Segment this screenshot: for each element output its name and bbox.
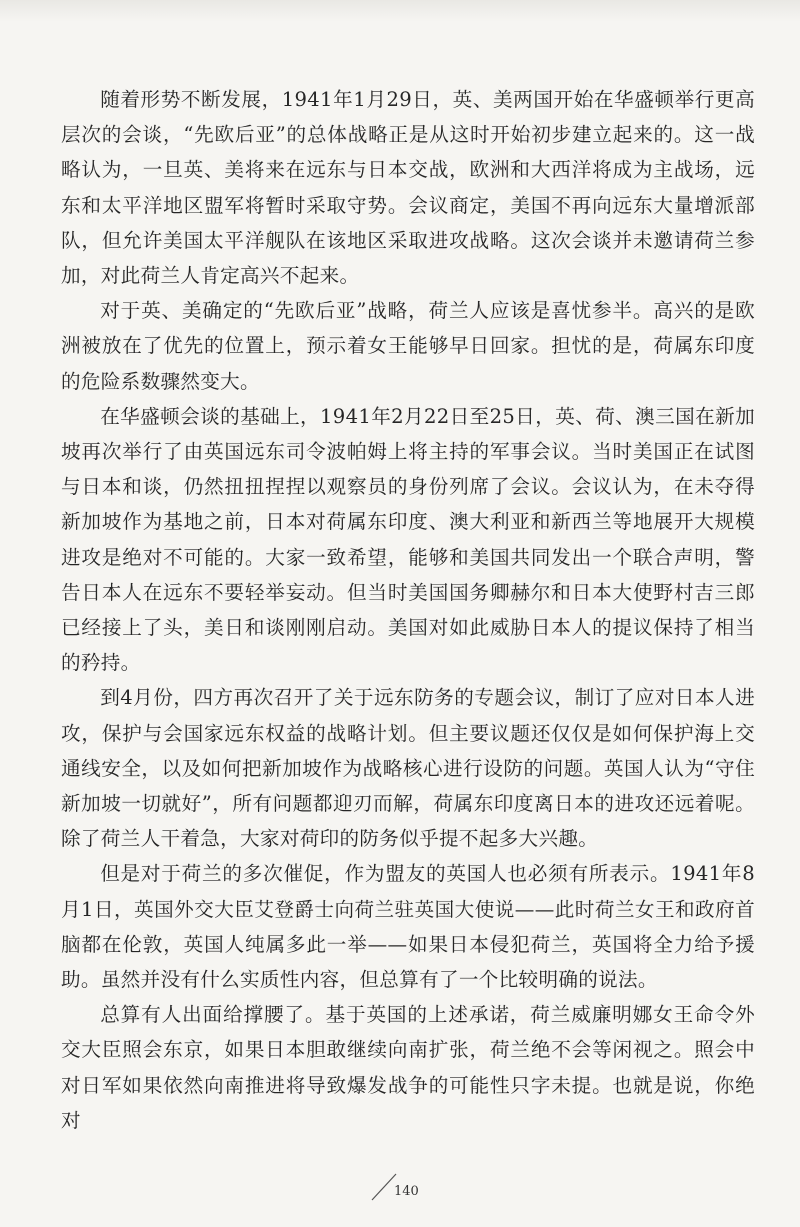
page-number: 140 [394, 1184, 419, 1199]
page-top-edge [0, 0, 800, 22]
paragraph: 到4月份，四方再次召开了关于远东防务的专题会议，制订了应对日本人进攻，保护与会国家远东权益的战略计划。但主要议题还仅仅是如何保护海上交通线安全，以及如何把新加坡作为战略核心进行设防的问题。英国人认为“守住新加坡一切就好”，所有问题都迎刃而解，荷属东印度离日本的进攻还远着呢。除了荷兰人干着急，大家对荷印的防务似乎提不起多大兴趣。 [61, 686, 755, 851]
body-text [61, 82, 755, 1138]
page-number-block [368, 1172, 448, 1212]
paragraph: 随着形势不断发展，1941年1月29日，英、美两国开始在华盛顿举行更高层次的会谈，“先欧后亚”的总体战略正是从这时开始初步建立起来的。这一战略认为，一旦英、美将来在远东与日本交战，欧洲和大西洋将成为主战场，远东和太平洋地区盟军将暂时采取守势。会议商定，美国不再向远东大量增派部队，但允许美国太平洋舰队在该地区采取进攻战略。这次会谈并未邀请荷兰参加，对此荷兰人肯定高兴不起来。 [61, 88, 755, 288]
paragraph: 总算有人出面给撑腰了。基于英国的上述承诺，荷兰威廉明娜女王命令外交大臣照会东京，如果日本胆敢继续向南扩张，荷兰绝不会等闲视之。照会中对日军如果依然向南推进将导致爆发战争的可能性只字未提。也就是说，你绝对 [61, 1003, 755, 1132]
paragraph: 对于英、美确定的“先欧后亚”战略，荷兰人应该是喜忧参半。高兴的是欧洲被放在了优先的位置上，预示着女王能够早日回家。担忧的是，荷属东印度的危险系数骤然变大。 [61, 299, 755, 393]
paragraph: 但是对于荷兰的多次催促，作为盟友的英国人也必须有所表示。1941年8月1日，英国外交大臣艾登爵士向荷兰驻英国大使说——此时荷兰女王和政府首脑都在伦敦，英国人纯属多此一举——如果日本侵犯荷兰，英国将全力给予援助。虽然并没有什么实质性内容，但总算有了一个比较明确的说法。 [61, 862, 755, 992]
paragraph: 在华盛顿会谈的基础上，1941年2月22日至25日，英、荷、澳三国在新加坡再次举行了由英国远东司令波帕姆上将主持的军事会议。当时美国正在试图与日本和谈，仍然扭扭捏捏以观察员的身份列席了会议。会议认为，在未夺得新加坡作为基地之前，日本对荷属东印度、澳大利亚和新西兰等地展开大规模进攻是绝对不可能的。大家一致希望，能够和美国共同发出一个联合声明，警告日本人在远东不要轻举妄动。但当时美国国务卿赫尔和日本大使野村吉三郎已经接上了头，美日和谈刚刚启动。美国对如此威胁日本人的提议保持了相当的矜持。 [61, 404, 755, 675]
